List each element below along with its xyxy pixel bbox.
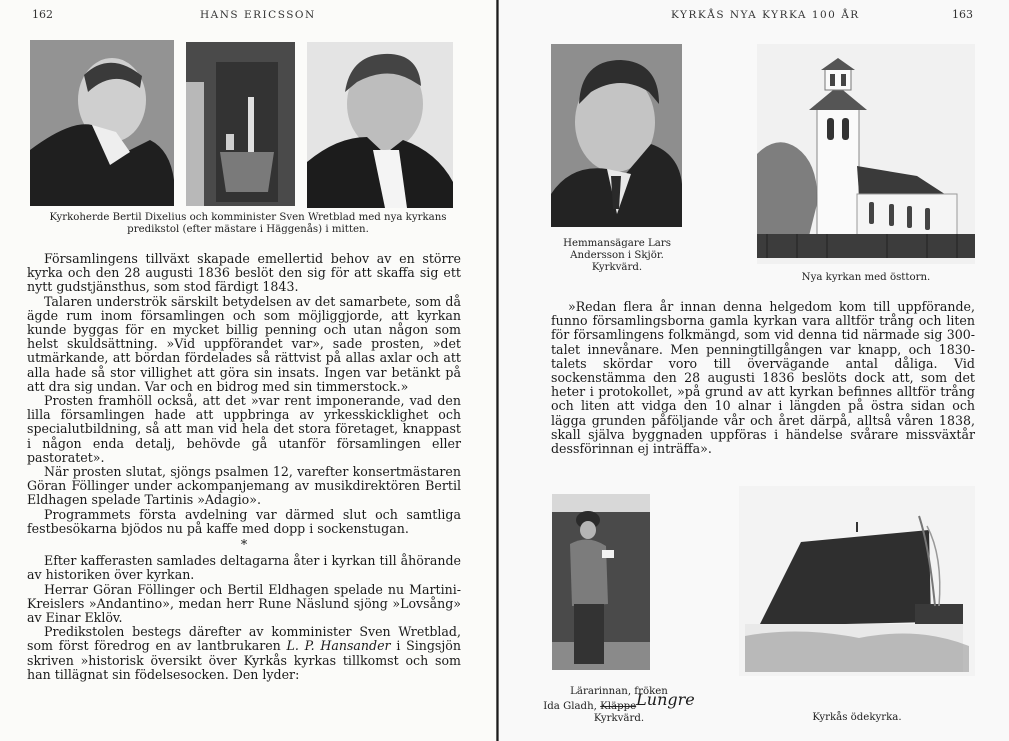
quoted-history-text: [551, 300, 975, 456]
photo-portrait-lars-andersson: [551, 44, 682, 227]
page-number: 163: [952, 8, 973, 21]
paragraph: Talaren underströk särskilt betydelsen av det samarbete, som då ägde rum inom församlingen och som möjliggjorde, att kyrkan kunde byggas för en mycket billig penning och utan någon som helst skuldsättning. »Vid uppförandet var», sade prosten, »det utmärkande, att bördan fördelades så rättvist på allas axlar och att alla hade så stor villighet att göra sin insats. Ingen var betänkt på att dra sig undan. Var och en bidrog med sin timmerstock.»: [27, 293, 461, 394]
paragraph: Prosten framhöll också, att det »var rent imponerande, vad den lilla församlingen hade att uppbringa av yrkesskicklighet och specialutbildning, så att man vid hela det stora företaget, knappast i någon enda detalj, behövde gå utanför församlingen eller pastoratet».: [27, 393, 461, 465]
struck-out-name: Kläppe: [600, 701, 637, 712]
paragraph: Efter kafferasten samlades deltagarna åter i kyrkan till åhörande av historiken över kyrkan.: [27, 553, 461, 583]
caption-line: Kyrkvärd.: [591, 262, 643, 273]
photo-old-church: [739, 486, 975, 676]
photo-caption-new-church: Nya kyrkan med östtorn.: [801, 272, 931, 283]
caption-line: Andersson i Skjör.: [570, 250, 664, 261]
photo-portrait-dixelius: [30, 40, 174, 206]
paragraph: Församlingens tillväxt skapade emellertid behov av en större kyrka och den 28 augusti 1836 beslöt den sig för att skaffa sig ett nytt gudstjänsthus, som stod färdigt 1843.: [27, 251, 461, 295]
photo-caption-lars: [539, 238, 695, 274]
section-separator: *: [240, 537, 248, 553]
page-number: 162: [32, 8, 53, 21]
running-head: KYRKÅS NYA KYRKA 100 ÅR: [671, 9, 860, 21]
caption-line: Kyrkoherde Bertil Dixelius och komminister Sven Wretblad med nya kyrkans: [49, 212, 447, 223]
paragraph: Herrar Göran Föllinger och Bertil Eldhagen spelade nu Martini-Kreislers »Andantino», medan herr Rune Näslund sjöng »Lovsång» av Einar Eklöv.: [27, 581, 461, 626]
caption-line: Kyrkvärd.: [593, 713, 645, 724]
photo-caption-ida: [539, 686, 699, 725]
left-page: [0, 0, 497, 741]
paragraph: När prosten slutat, sjöngs psalmen 12, varefter konsertmästaren Göran Föllinger under ackompanjemang av musikdirektören Bertil Eldhagen spelade Tartinis »Adagio».: [27, 464, 461, 508]
paragraph: Programmets första avdelning var därmed slut och samtliga festbesökarna bjödos nu på kaffe med dopp i sockenstugan.: [27, 506, 461, 536]
text-run: Predikstolen bestegs därefter av komminister Sven Wretblad, som först föredrog en av lantbrukaren: [27, 624, 461, 654]
caption-line: Hemmansägare Lars: [563, 238, 671, 249]
running-head: HANS ERICSSON: [200, 9, 316, 21]
body-text: [27, 252, 461, 682]
photo-ida-gladh: [552, 494, 650, 670]
caption-line: Lärarinnan, fröken: [570, 686, 668, 697]
photo-caption-old-church: Kyrkås ödekyrka.: [812, 712, 902, 723]
handwritten-correction: Lungre: [636, 690, 695, 709]
caption-line: predikstol (efter mästare i Häggenås) i mitten.: [127, 224, 369, 235]
italic-name: L. P. Hansander: [286, 638, 391, 654]
photo-new-church: [757, 44, 975, 264]
paragraph: [27, 625, 461, 682]
right-page: [499, 0, 1009, 741]
caption-text: Ida Gladh,: [543, 701, 597, 712]
paragraph: »Redan flera år innan denna helgedom kom till uppförande, funno församlingsborna gamla kyrkan vara alltför trång och liten för församlingens folkmängd, som vid denna tid närmade sig 300-talet innevånare. Men penningtillgången var knapp, och 1830-talets skördar voro till övervägande antal dåliga. Vid sockenstämma den 28 augusti 1836 beslöts dock att, som det heter i protokollet, »på grund av att kyrkan befinnes alltför trång och liten att vidga den 10 alnar i längden på östra sidan och lägga grunden påföljande vår och året därpå, alltså våren 1838, skall själva byggnaden uppföras i händelse svårare missväxtår dessförinnan ej inträffa».: [551, 299, 975, 457]
photo-pulpit: [186, 42, 295, 206]
photo-caption: [20, 212, 476, 236]
photo-portrait-wretblad: [307, 42, 453, 208]
text-run: i Singsjön skriven »historisk översikt över Kyrkås kyrkas tillkomst och som han tillägnat sin födelsesocken. Den lyder:: [27, 638, 461, 682]
